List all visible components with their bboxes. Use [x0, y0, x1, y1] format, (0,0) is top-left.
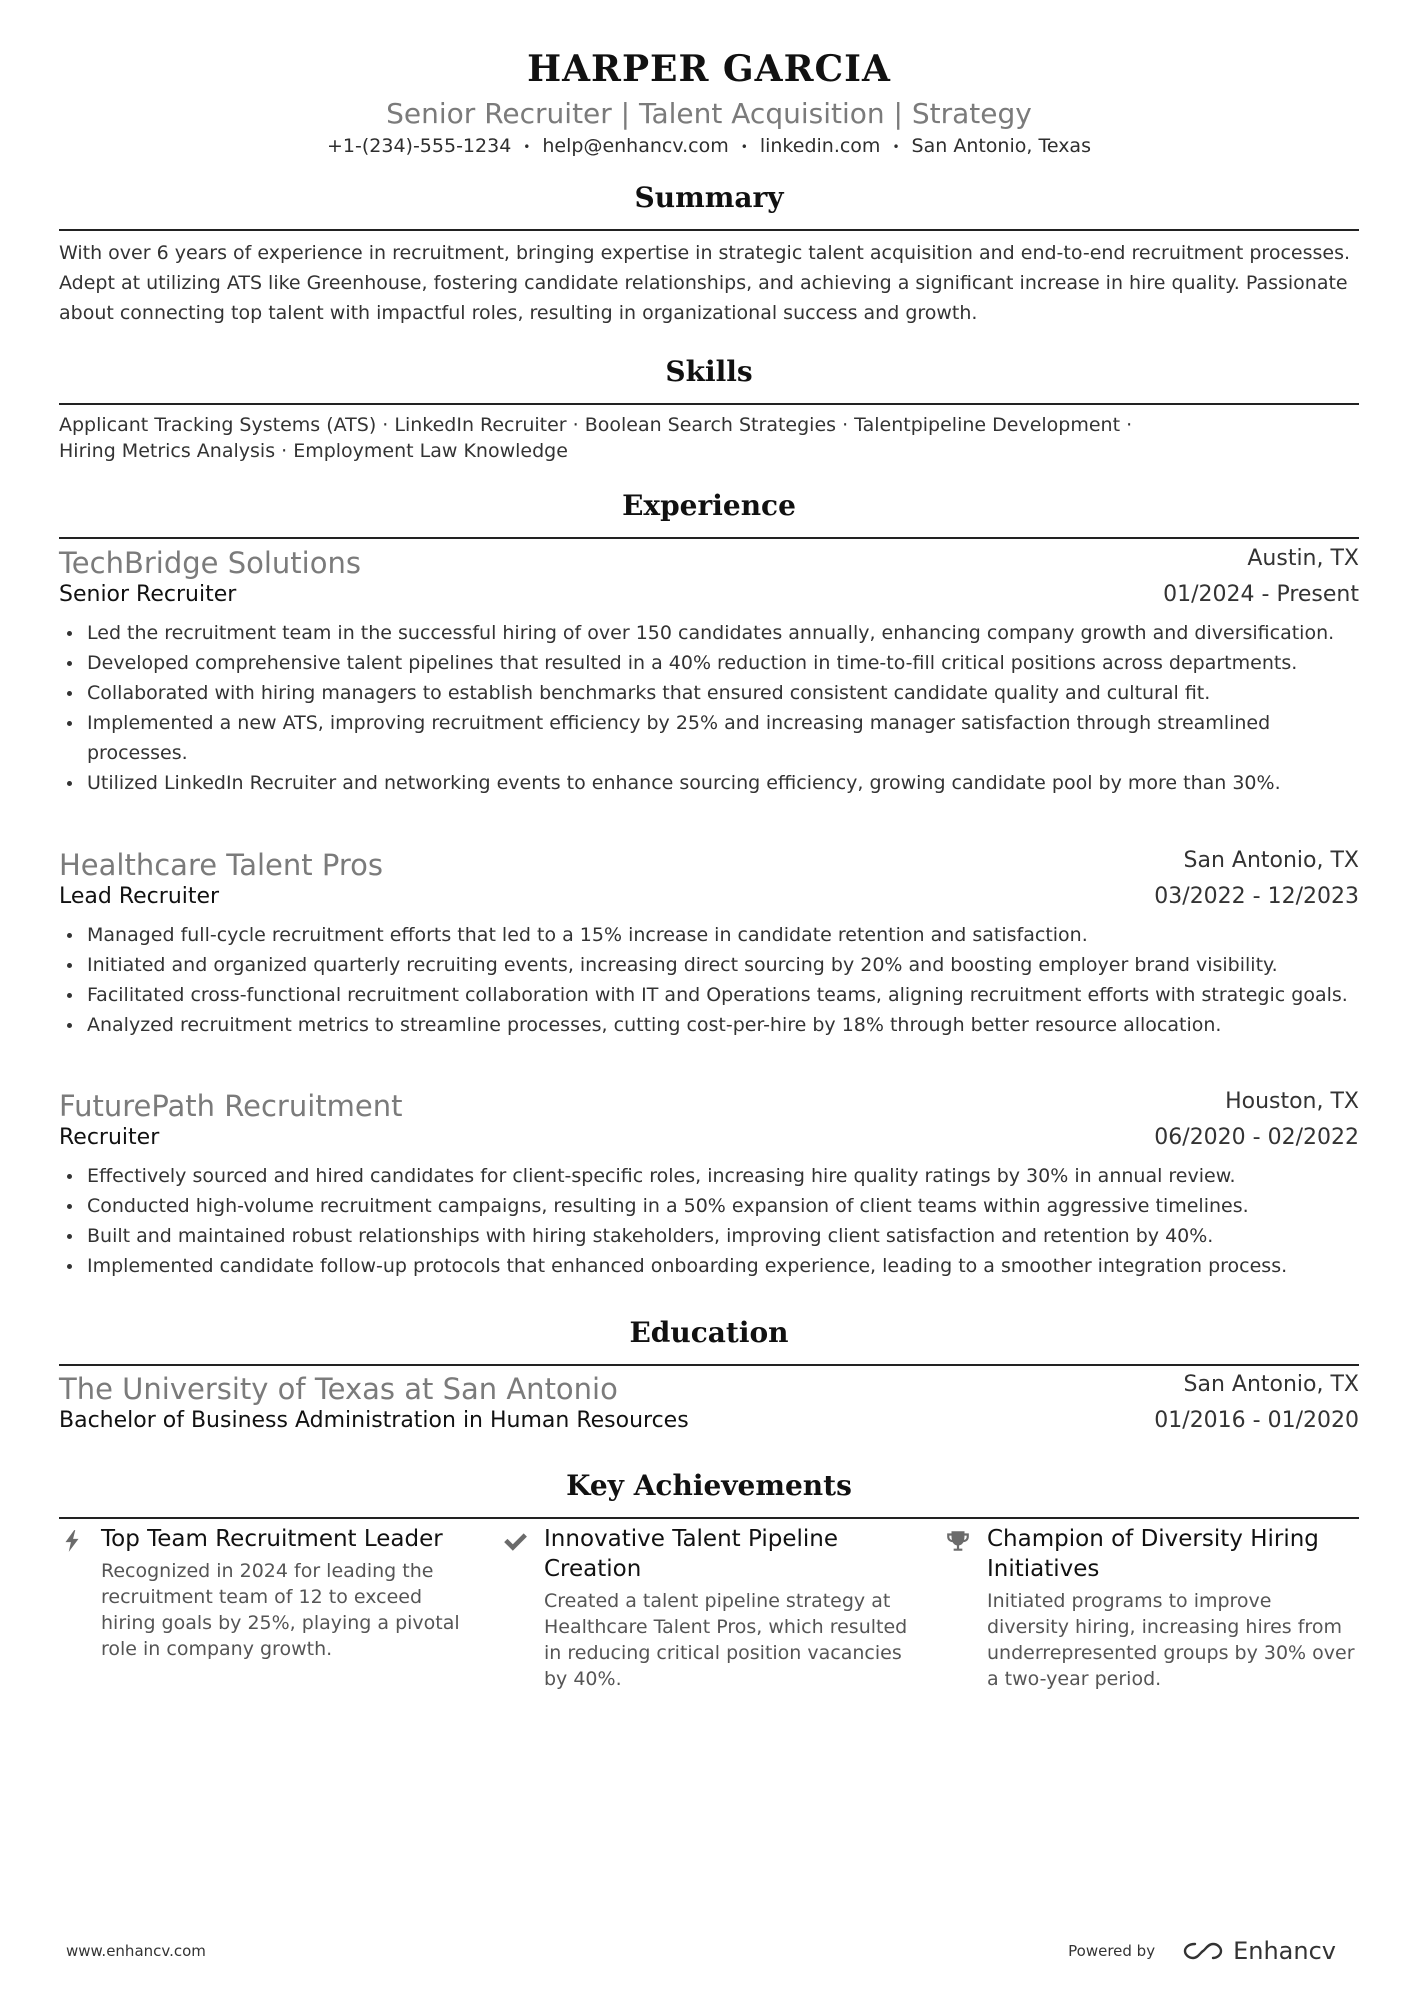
skills-line: Hiring Metrics Analysis · Employment Law Knowledge [59, 440, 568, 462]
job-role: Lead Recruiter [59, 884, 220, 909]
bullet-item: Conducted high-volume recruitment campaigns, resulting in a 50% expansion of client teams within aggressive timelines. [59, 1191, 1359, 1221]
achievement-item [945, 1524, 1355, 1692]
bullet-item: Collaborated with hiring managers to establish benchmarks that ensured consistent candidate quality and cultural fit. [59, 678, 1359, 708]
achievement-description: Initiated programs to improve diversity hiring, increasing hires from underrepresented groups by 30% over a two-year period. [987, 1590, 1355, 1690]
brand-name: Enhancv [1233, 1937, 1336, 1965]
achievement-description: Recognized in 2024 for leading the recruitment team of 12 to exceed hiring goals by 25%, playing a pivotal role in company growth. [101, 1560, 460, 1660]
achievements-heading: Key Achievements [566, 1469, 852, 1502]
summary-divider [59, 229, 1359, 231]
experience-heading: Experience [622, 489, 796, 522]
education-dates: 01/2016 - 01/2020 [1154, 1408, 1359, 1433]
phone: +1-(234)-555-1234 [327, 135, 512, 157]
achievement-item [502, 1524, 912, 1692]
brand-logo[interactable] [1181, 1937, 1336, 1965]
company-name: TechBridge Solutions [59, 546, 361, 580]
bullet-item: Utilized LinkedIn Recruiter and networking events to enhance sourcing efficiency, growing candidate pool by more than 30%. [59, 768, 1359, 798]
job-dates: 03/2022 - 12/2023 [1154, 884, 1359, 909]
bullet-item: Managed full-cycle recruitment efforts that led to a 15% increase in candidate retention and satisfaction. [59, 920, 1359, 950]
bullet-item: Led the recruitment team in the successful hiring of over 150 candidates annually, enhancing company growth and diversification. [59, 618, 1359, 648]
separator: • [740, 139, 748, 154]
skills-heading: Skills [665, 355, 753, 388]
skills-line: Applicant Tracking Systems (ATS) · LinkedIn Recruiter · Boolean Search Strategies · Talentpipeline Development · [59, 414, 1133, 436]
job-location: San Antonio, TX [1183, 848, 1359, 873]
bullet-item: Analyzed recruitment metrics to streamline processes, cutting cost-per-hire by 18% through better resource allocation. [59, 1010, 1359, 1040]
summary-heading: Summary [634, 181, 784, 214]
bullet-item: Facilitated cross-functional recruitment collaboration with IT and Operations teams, aligning recruitment efforts with strategic goals. [59, 980, 1359, 1010]
bullet-item: Initiated and organized quarterly recruiting events, increasing direct sourcing by 20% and boosting employer brand visibility. [59, 950, 1359, 980]
job-entry [59, 546, 1359, 798]
bullet-item: Implemented candidate follow-up protocols that enhanced onboarding experience, leading to a smoother integration process. [59, 1251, 1359, 1281]
summary-text: With over 6 years of experience in recruitment, bringing expertise in strategic talent acquisition and end-to-end recruitment processes. Adept at utilizing ATS like Greenhouse, fostering candidate relationships, and achieving a significant increase in hire quality. Passionate about connecting top talent with impactful roles, resulting in organizational success and growth. [59, 242, 1351, 324]
company-name: FuturePath Recruitment [59, 1089, 403, 1123]
email[interactable]: help@enhancv.com [542, 135, 729, 157]
achievement-title: Top Team Recruitment Leader [101, 1526, 443, 1552]
powered-by-label: Powered by [1068, 1942, 1156, 1960]
job-location: Austin, TX [1247, 546, 1359, 571]
education-entry [59, 1372, 1359, 1444]
candidate-name: HARPER GARCIA [527, 48, 891, 90]
job-bullets [59, 1161, 1359, 1281]
separator: • [523, 139, 531, 154]
lightning-bolt-icon [59, 1528, 85, 1554]
job-bullets [59, 920, 1359, 1040]
enhancv-logo-icon [1181, 1939, 1225, 1963]
education-divider [59, 1364, 1359, 1366]
bullet-item: Built and maintained robust relationships with hiring stakeholders, improving client satisfaction and retention by 40%. [59, 1221, 1359, 1251]
bullet-item: Implemented a new ATS, improving recruitment efficiency by 25% and increasing manager satisfaction through streamlined processes. [59, 708, 1359, 768]
footer-website[interactable]: www.enhancv.com [66, 1942, 206, 1960]
job-bullets [59, 618, 1359, 798]
job-dates: 01/2024 - Present [1163, 582, 1359, 607]
location: San Antonio, Texas [911, 135, 1091, 157]
job-role: Senior Recruiter [59, 582, 237, 607]
school-name: The University of Texas at San Antonio [59, 1372, 618, 1406]
degree: Bachelor of Business Administration in Human Resources [59, 1408, 689, 1433]
achievement-description: Created a talent pipeline strategy at Healthcare Talent Pros, which resulted in reducing critical position vacancies by 40%. [544, 1590, 908, 1690]
achievements-divider [59, 1517, 1359, 1519]
achievement-title: Champion of Diversity Hiring Initiatives [987, 1526, 1319, 1582]
candidate-title: Senior Recruiter | Talent Acquisition | Strategy [386, 97, 1032, 130]
checkmark-icon [502, 1528, 528, 1554]
job-role: Recruiter [59, 1125, 160, 1150]
linkedin[interactable]: linkedin.com [759, 135, 881, 157]
job-entry [59, 1089, 1359, 1281]
contact-line [59, 135, 1359, 157]
bullet-item: Effectively sourced and hired candidates for client-specific roles, increasing hire quality ratings by 30% in annual review. [59, 1161, 1359, 1191]
skills-divider [59, 403, 1359, 405]
company-name: Healthcare Talent Pros [59, 848, 383, 882]
job-location: Houston, TX [1225, 1089, 1359, 1114]
job-dates: 06/2020 - 02/2022 [1154, 1125, 1359, 1150]
separator: • [892, 139, 900, 154]
education-heading: Education [629, 1316, 789, 1349]
bullet-item: Developed comprehensive talent pipelines that resulted in a 40% reduction in time-to-fill critical positions across departments. [59, 648, 1359, 678]
experience-divider [59, 537, 1359, 539]
trophy-icon [945, 1528, 971, 1554]
achievement-item [59, 1524, 469, 1662]
achievement-title: Innovative Talent Pipeline Creation [544, 1526, 838, 1582]
job-entry [59, 848, 1359, 1040]
footer-branding [1068, 1936, 1336, 1966]
school-location: San Antonio, TX [1183, 1372, 1359, 1397]
skills-list [59, 412, 1359, 464]
